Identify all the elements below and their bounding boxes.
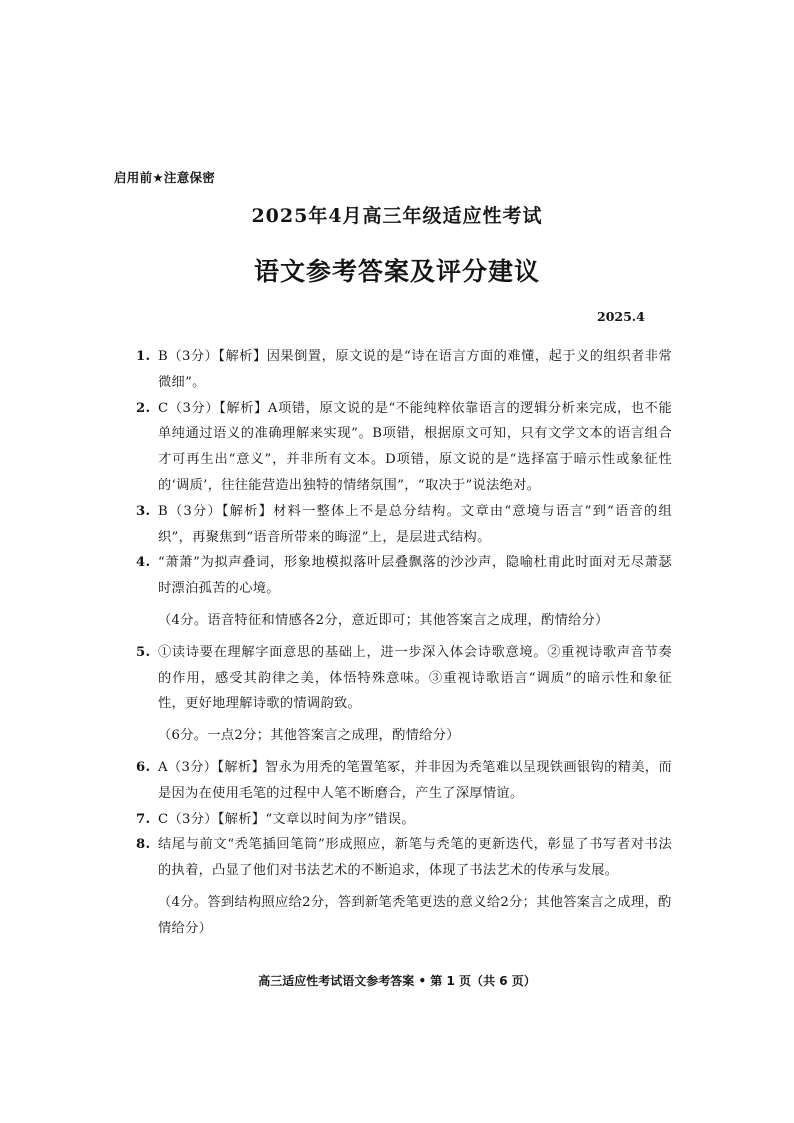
answer-item-5 — [136, 640, 672, 717]
answer-text: 结尾与前文“秃笔插回笔筒”形成照应，新笔与秃笔的更新迭代，彰显了书写者对书法的执着，凸显了他们对书法艺术的不断追求，体现了书法艺术的传承与发展。 — [158, 837, 672, 879]
answer-text: B（3分）【解析】材料一整体上不是总分结构。文章由“意境与语言”到“语音的组织”，再聚焦到“语音所带来的晦涩”上，是层进式结构。 — [158, 503, 672, 545]
answer-number: 2. — [136, 400, 151, 416]
answer-number: 7. — [136, 811, 151, 827]
exam-title: 2025年4月高三年级适应性考试 — [251, 205, 543, 227]
answer-number: 5. — [136, 644, 151, 660]
scoring-note-8: （4分。答到结构照应给2分，答到新笔秃笔更迭的意义给2分；其他答案言之成理，酌情给分） — [158, 894, 672, 936]
answer-item-6 — [136, 755, 672, 807]
page-footer: 高三适应性考试语文参考答案 • 第 1 页（共 6 页） — [258, 974, 536, 988]
answer-list — [136, 344, 672, 942]
answer-item-7 — [136, 807, 672, 833]
answer-number: 3. — [136, 503, 151, 519]
answer-item-4 — [136, 550, 672, 602]
scoring-note-5: （6分。一点2分；其他答案言之成理，酌情给分） — [158, 728, 460, 744]
answer-item-3 — [136, 499, 672, 551]
document-date: 2025.4 — [597, 309, 645, 324]
scoring-note-4: （4分。语音特征和情感各2分，意近即可；其他答案言之成理，酌情给分） — [158, 612, 609, 628]
document-title: 语文参考答案及评分建议 — [253, 257, 540, 286]
confidential-notice: 启用前★注意保密 — [114, 170, 216, 185]
answer-number: 1. — [136, 349, 151, 364]
answer-item-1 — [136, 344, 672, 396]
answer-number: 6. — [136, 759, 151, 775]
answer-item-8 — [136, 832, 672, 884]
answer-text: ①读诗要在理解字面意思的基础上，进一步深入体会诗歌意境。②重视诗歌声音节奏的作用，感受其韵律之美，体悟特殊意味。③重视诗歌语言“调质”的暗示性和象征性，更好地理解诗歌的情调韵致。 — [158, 644, 672, 712]
answer-text: C（3分）【解析】“文章以时间为序”错误。 — [158, 811, 415, 827]
answer-item-2 — [136, 396, 672, 499]
answer-text: B（3分）【解析】因果倒置，原文说的是“诗在语言方面的难懂，起于义的组织者非常微细”。 — [158, 349, 672, 390]
answer-text: “萧萧”为拟声叠词，形象地模拟落叶层叠飘落的沙沙声，隐喻杜甫此时面对无尽萧瑟时漂泊孤苦的心境。 — [158, 555, 672, 597]
answer-text: C（3分）【解析】A项错，原文说的是“不能纯粹依靠语言的逻辑分析来完成，也不能单纯通过语义的准确理解来实现”。B项错，根据原文可知，只有文学文本的语言组合才可再生出“意义”，并非所有文本。D项错，原文说的是“选择富于暗示性或象征性的‘调质’，往往能营造出独特的情绪氛围”，“取决于”说法绝对。 — [158, 400, 672, 493]
answer-number: 8. — [136, 837, 151, 853]
answer-text: A（3分）【解析】智永为用秃的笔置笔冢，并非因为秃笔难以呈现铁画银钩的精美，而是因为在使用毛笔的过程中人笔不断磨合，产生了深厚情谊。 — [158, 759, 672, 801]
answer-number: 4. — [136, 555, 151, 571]
